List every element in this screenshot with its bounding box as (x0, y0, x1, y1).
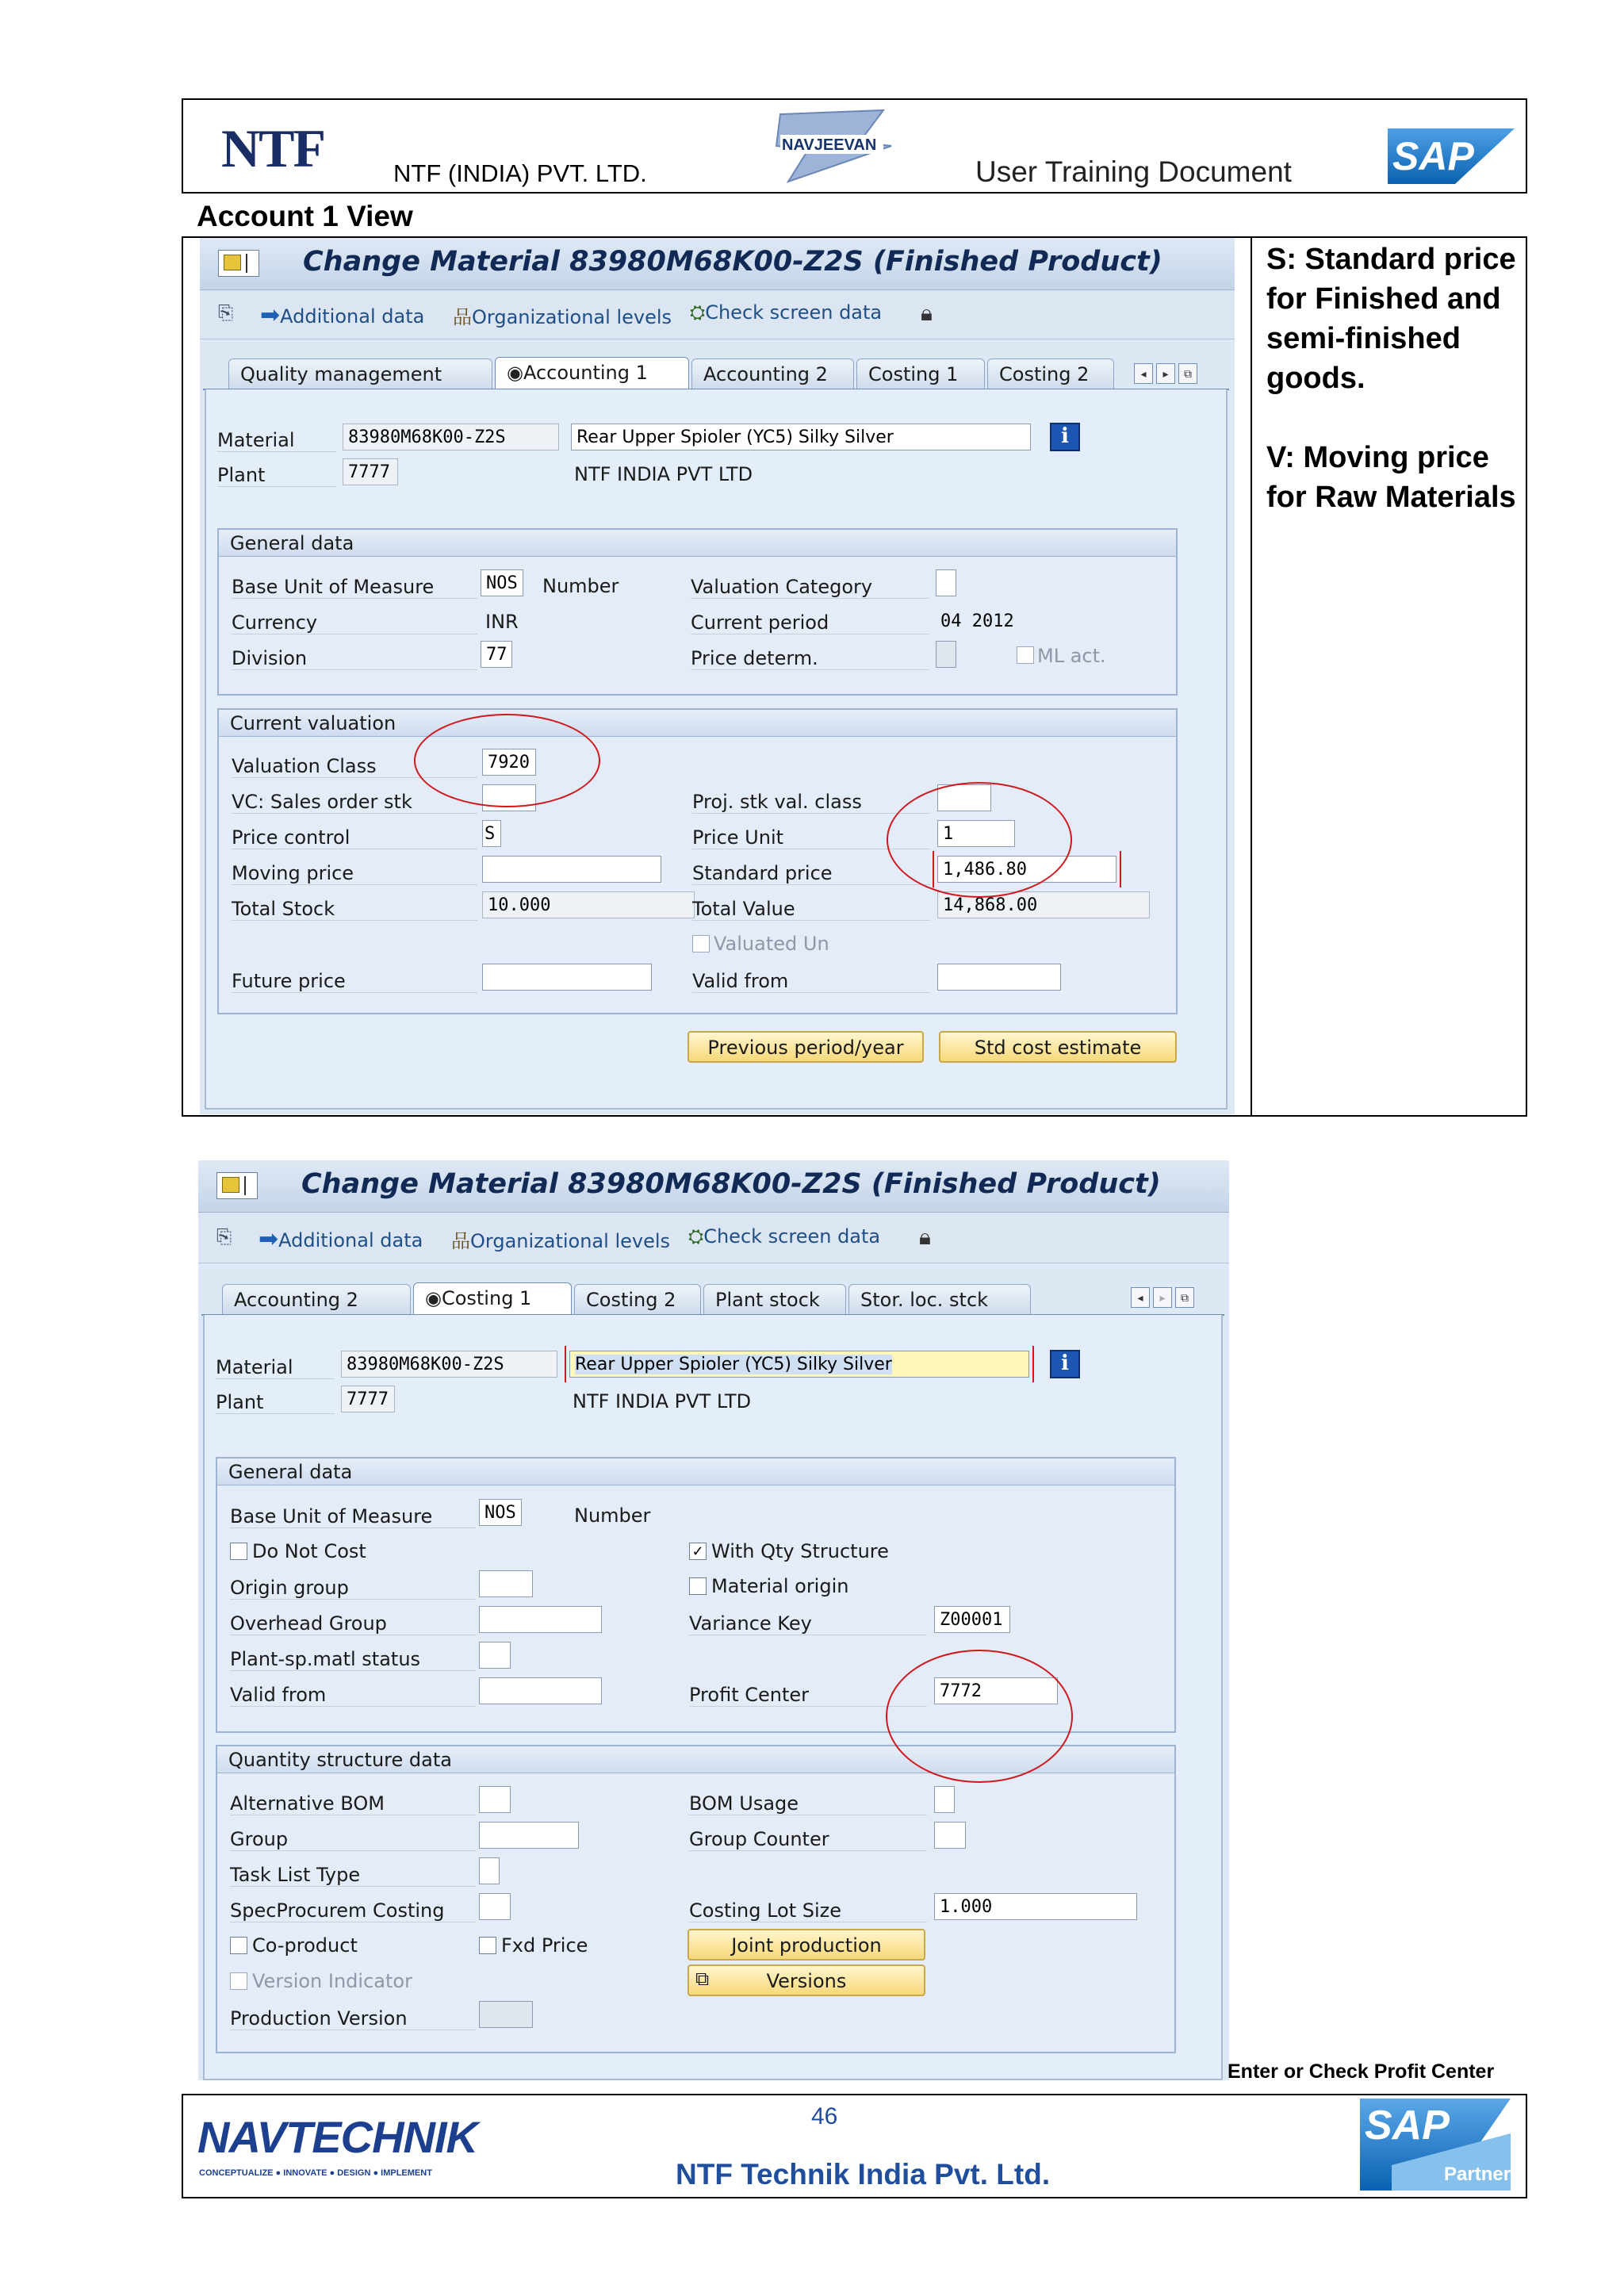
group-header: General data (219, 530, 1176, 557)
price-control-field[interactable]: S (482, 820, 501, 847)
arrow-right-icon: ➡ (260, 301, 281, 329)
valid-from-field[interactable] (937, 964, 1061, 991)
application-toolbar (200, 290, 1235, 339)
current-period-label: Current period (691, 611, 929, 634)
standard-price-field[interactable]: 1,486.80 (937, 856, 1116, 883)
price-control-label: Price control (232, 826, 477, 849)
division-label: Division (232, 647, 477, 670)
tab-costing-1[interactable]: ◉Costing 1 (413, 1282, 572, 1314)
base-uom-label: Base Unit of Measure (232, 576, 477, 599)
check-icon: ⛭ (690, 301, 706, 324)
variance-key-label: Variance Key (689, 1612, 927, 1635)
ml-act-label: ML act. (1037, 645, 1106, 667)
company-name: NTF (INDIA) PVT. LTD. (393, 159, 647, 187)
ml-act-checkbox[interactable] (1017, 646, 1034, 664)
do-not-cost-label: Do Not Cost (252, 1540, 366, 1562)
overhead-group-field[interactable] (479, 1606, 602, 1633)
footer-company: NTF Technik India Pvt. Ltd. (676, 2158, 1051, 2191)
plant-label: Plant (216, 1391, 335, 1414)
quantity-structure-group (216, 1745, 1176, 2053)
valid-from-label: Valid from (230, 1684, 476, 1707)
price-unit-field[interactable]: 1 (937, 820, 1015, 847)
version-indicator-checkbox[interactable] (230, 1972, 247, 1990)
tab-scroll-right-icon[interactable]: ▸ (1153, 1287, 1172, 1308)
page-number: 46 (811, 2103, 838, 2129)
copy-icon[interactable]: ⎘ (218, 301, 234, 324)
copy-icon[interactable]: ⎘ (216, 1225, 232, 1248)
document-title: User Training Document (975, 155, 1292, 188)
check-screen-data-button[interactable]: ⛭Check screen data (690, 301, 883, 324)
current-period-value: 04 2012 (940, 611, 1014, 631)
section-title: Account 1 View (197, 200, 413, 232)
valid-from-label: Valid from (692, 970, 930, 993)
screen-title: Change Material 83980M68K00-Z2S (Finished Product) (301, 1168, 1161, 1200)
tab-quality-management[interactable]: Quality management (228, 358, 492, 389)
total-value-label: Total Value (692, 898, 930, 921)
title-bar (198, 1160, 1229, 1213)
versions-button[interactable]: ⧉ Versions (688, 1964, 925, 1996)
bom-usage-field[interactable] (934, 1786, 955, 1813)
copy-icon: ⧉ (695, 1968, 710, 1990)
total-stock-label: Total Stock (232, 898, 477, 921)
sap-screen-accounting-1 (200, 238, 1235, 1114)
group-field[interactable] (479, 1822, 579, 1849)
std-cost-estimate-button[interactable]: Std cost estimate (939, 1031, 1177, 1063)
price-determination-label: Price determ. (691, 647, 929, 670)
base-uom-field[interactable]: NOS (481, 569, 523, 596)
overhead-group-label: Overhead Group (230, 1612, 476, 1635)
task-list-type-label: Task List Type (230, 1864, 476, 1887)
future-price-field[interactable] (482, 964, 652, 991)
standard-price-label: Standard price (692, 862, 930, 885)
alternative-bom-label: Alternative BOM (230, 1792, 476, 1815)
material-field[interactable]: 83980M68K00-Z2S (343, 424, 559, 450)
plant-name: NTF INDIA PVT LTD (573, 1390, 752, 1412)
check-icon: ⛭ (688, 1225, 704, 1248)
vc-sales-order-label: VC: Sales order stk (232, 791, 477, 814)
with-qty-structure-checkbox[interactable]: ✓ (689, 1543, 707, 1560)
group-label: Group (230, 1828, 476, 1851)
version-indicator-label: Version Indicator (252, 1970, 412, 1992)
tab-costing-2[interactable]: Costing 2 (574, 1284, 701, 1314)
org-levels-button[interactable]: 品Organizational levels (451, 1230, 671, 1252)
variance-key-field[interactable]: Z00001 (934, 1606, 1010, 1633)
focus-bracket (565, 1346, 1034, 1382)
currency-value: INR (485, 611, 519, 633)
info-icon[interactable]: i (1050, 423, 1080, 451)
material-description-field[interactable]: Rear Upper Spioler (YC5) Silky Silver (569, 1351, 1029, 1378)
valuation-class-field[interactable]: 7920 (482, 749, 536, 776)
profit-center-caption: Enter or Check Profit Center (1228, 2060, 1495, 2083)
material-origin-label: Material origin (711, 1575, 849, 1597)
tab-accounting-2[interactable]: Accounting 2 (222, 1284, 411, 1314)
tab-list-icon[interactable]: ⧉ (1178, 363, 1197, 384)
tab-content-panel (203, 1315, 1223, 2080)
profit-center-label: Profit Center (689, 1684, 927, 1707)
plant-field[interactable]: 7777 (341, 1386, 395, 1412)
tab-accounting-2[interactable]: Accounting 2 (691, 358, 854, 389)
moving-price-field[interactable] (482, 856, 661, 883)
group-counter-label: Group Counter (689, 1828, 927, 1851)
profit-center-field[interactable]: 7772 (934, 1677, 1058, 1704)
sap-logo: SAP (1388, 128, 1515, 184)
production-version-field[interactable] (479, 2001, 533, 2028)
lock-icon[interactable]: 🔒︎ (921, 300, 933, 326)
spec-procurement-costing-label: SpecProcurem Costing (230, 1899, 476, 1922)
check-screen-data-button[interactable]: ⛭Check screen data (688, 1225, 881, 1248)
material-label: Material (216, 1356, 335, 1379)
base-uom-text: Number (574, 1504, 651, 1527)
tab-scroll-left-icon[interactable]: ◂ (1131, 1287, 1150, 1308)
lock-icon[interactable]: 🔒︎ (919, 1224, 931, 1250)
annotation-circle-price-unit (887, 782, 1072, 898)
title-bar (200, 238, 1235, 290)
origin-group-label: Origin group (230, 1577, 476, 1600)
fixed-price-label: Fxd Price (501, 1934, 588, 1957)
material-label: Material (217, 429, 336, 452)
valid-from-field[interactable] (479, 1677, 602, 1704)
hierarchy-icon: 品 (451, 1230, 470, 1252)
proj-stock-val-class-label: Proj. stk val. class (692, 791, 930, 814)
page-footer (182, 2094, 1527, 2198)
plant-label: Plant (217, 464, 336, 487)
with-qty-structure-label: With Qty Structure (711, 1540, 889, 1562)
future-price-label: Future price (232, 970, 477, 993)
alternative-bom-field[interactable] (479, 1786, 511, 1813)
plant-sp-status-label: Plant-sp.matl status (230, 1648, 476, 1671)
co-product-label: Co-product (252, 1934, 358, 1957)
plant-name: NTF INDIA PVT LTD (574, 463, 753, 485)
additional-data-button[interactable]: ➡Additional data (260, 301, 425, 329)
base-uom-field[interactable]: NOS (479, 1499, 522, 1526)
moving-price-label: Moving price (232, 862, 477, 885)
general-data-group (217, 528, 1178, 696)
price-control-note: S: Standard price for Finished and semi-finished goods. V: Moving price for Raw Materials (1266, 243, 1516, 514)
navjeevan-logo: NAVJEEVAN (764, 106, 899, 186)
costing-lot-size-label: Costing Lot Size (689, 1899, 927, 1922)
page-header (182, 98, 1527, 194)
valuated-un-checkbox[interactable] (692, 935, 710, 953)
base-uom-label: Base Unit of Measure (230, 1505, 476, 1528)
plant-sp-status-field[interactable] (479, 1642, 511, 1669)
group-header: Current valuation (219, 710, 1176, 737)
valuation-category-label: Valuation Category (691, 576, 929, 599)
price-unit-label: Price Unit (692, 826, 930, 849)
ntf-logo: NTF (221, 118, 324, 178)
material-description-field[interactable]: Rear Upper Spioler (YC5) Silky Silver (571, 424, 1031, 450)
previous-period-button[interactable]: Previous period/year (688, 1031, 924, 1063)
screen-title: Change Material 83980M68K00-Z2S (Finished Product) (303, 246, 1162, 278)
frame-divider (1251, 236, 1252, 1117)
plant-field[interactable]: 7777 (343, 458, 398, 485)
group-header: Quantity structure data (217, 1746, 1174, 1773)
group-header: General data (217, 1458, 1174, 1485)
do-not-cost-checkbox[interactable] (230, 1543, 247, 1560)
task-list-type-field[interactable] (479, 1857, 500, 1884)
hierarchy-icon: 品 (453, 306, 472, 328)
application-toolbar (198, 1213, 1229, 1263)
radio-selected-icon: ◉ (425, 1287, 442, 1309)
org-levels-button[interactable]: 品Organizational levels (453, 306, 672, 328)
joint-production-button[interactable]: Joint production (688, 1929, 925, 1961)
sap-partner-logo: SAP Partner (1360, 2099, 1512, 2192)
material-field[interactable]: 83980M68K00-Z2S (341, 1351, 557, 1378)
co-product-checkbox[interactable] (230, 1937, 247, 1954)
tab-costing-2[interactable]: Costing 2 (987, 358, 1114, 389)
additional-data-button[interactable]: ➡Additional data (259, 1225, 423, 1253)
currency-label: Currency (232, 611, 477, 634)
tab-stor-loc-stock[interactable]: Stor. loc. stck (848, 1284, 1031, 1314)
costing-lot-size-field[interactable]: 1.000 (934, 1893, 1137, 1920)
tab-scroll-left-icon[interactable]: ◂ (1134, 363, 1153, 384)
tab-plant-stock[interactable]: Plant stock (703, 1284, 846, 1314)
radio-selected-icon: ◉ (507, 362, 523, 384)
tab-accounting-1[interactable]: ◉Accounting 1 (495, 357, 689, 389)
origin-group-field[interactable] (479, 1570, 533, 1597)
annotation-circle-valuation-class (414, 714, 600, 807)
production-version-label: Production Version (230, 2007, 476, 2030)
tab-list-icon[interactable]: ⧉ (1175, 1287, 1194, 1308)
bom-usage-label: BOM Usage (689, 1792, 927, 1815)
material-origin-checkbox[interactable] (689, 1577, 707, 1595)
price-determination-field[interactable] (936, 641, 956, 668)
sap-screen-costing-1 (198, 1160, 1229, 2080)
total-value-field: 14,868.00 (937, 891, 1150, 918)
base-uom-text: Number (542, 575, 619, 597)
tab-scroll-right-icon[interactable]: ▸ (1156, 363, 1175, 384)
tab-costing-1[interactable]: Costing 1 (856, 358, 985, 389)
fixed-price-checkbox[interactable] (479, 1937, 496, 1954)
info-icon[interactable]: i (1050, 1350, 1080, 1378)
tab-content-panel (205, 389, 1228, 1110)
arrow-right-icon: ➡ (259, 1225, 279, 1253)
annotation-circle-profit-center (886, 1650, 1073, 1783)
valuation-class-label: Valuation Class (232, 755, 477, 778)
valuated-un-label: Valuated Un (714, 933, 829, 955)
valuation-category-field[interactable] (936, 569, 956, 596)
group-counter-field[interactable] (934, 1822, 966, 1849)
transaction-icon[interactable] (218, 250, 259, 277)
spec-procurement-costing-field[interactable] (479, 1893, 511, 1920)
transaction-icon[interactable] (216, 1172, 258, 1199)
division-field[interactable]: 77 (481, 641, 512, 668)
total-stock-field: 10.000 (482, 891, 695, 918)
navtechnik-logo: NAVTECHNIK CONCEPTUALIZE ● INNOVATE ● DESIGN ● IMPLEMENT (197, 2112, 477, 2178)
